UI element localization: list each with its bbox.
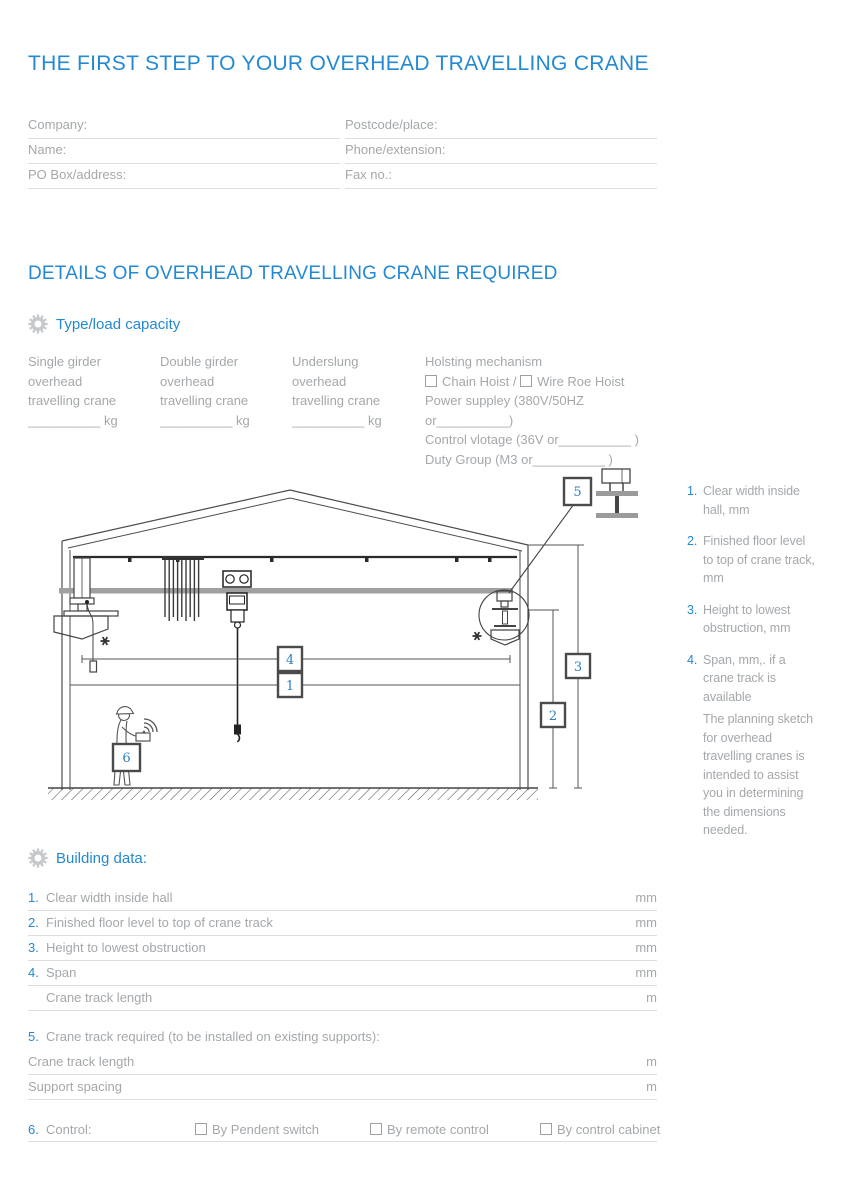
- capacity-unit: kg: [367, 412, 382, 428]
- crane-track-heading: [28, 1029, 380, 1044]
- name-row: [28, 139, 340, 164]
- gear-icon: [28, 314, 48, 334]
- row-unit: mm: [635, 915, 657, 930]
- remote-control-option: [370, 1121, 489, 1139]
- row-number: 4.: [28, 965, 39, 980]
- dimension-lines: [70, 545, 584, 788]
- table-row: [28, 1050, 657, 1075]
- table-row: [28, 911, 657, 936]
- row-unit: m: [646, 1079, 657, 1094]
- legend-num: 2.: [687, 534, 698, 548]
- postcode-row: [345, 114, 657, 139]
- company-label: Company:: [28, 117, 88, 132]
- fax-row: [345, 164, 657, 189]
- crane-type-line: Double girder: [160, 354, 239, 369]
- row-number: 2.: [28, 915, 39, 930]
- company-input-line[interactable]: [87, 114, 340, 138]
- wire-rope-hoist-label: Wire Roe Hoist: [537, 373, 625, 389]
- detail-leader-line: [509, 504, 574, 593]
- chain-hoist-label: Chain Hoist: [442, 373, 510, 389]
- callout-4: 4: [285, 653, 295, 668]
- building-data-label: Building data:: [56, 849, 147, 867]
- control-voltage-line: Control vlotage (36V or__________ ): [425, 432, 639, 447]
- hoist-separator: /: [512, 373, 517, 389]
- section-label: Control:: [46, 1122, 92, 1137]
- phone-input-line[interactable]: [445, 139, 657, 163]
- row-input-line[interactable]: [76, 961, 635, 985]
- pendant-switch-option: [195, 1121, 319, 1139]
- page-title: THE FIRST STEP TO YOUR OVERHEAD TRAVELLING CRANE: [28, 52, 649, 75]
- row-unit: m: [646, 1054, 657, 1069]
- crane-girder: [59, 588, 513, 594]
- double-girder-column: [160, 352, 285, 430]
- planning-sketch-note: The planning sketch for overhead travelling cranes is intended to assist you in determining the dimensions needed.: [703, 712, 813, 837]
- legend-num: 3.: [687, 602, 698, 617]
- hoist-trolley: [223, 571, 251, 742]
- capacity-unit: kg: [235, 412, 250, 428]
- row-label: Support spacing: [28, 1079, 122, 1094]
- type-load-heading: [28, 313, 180, 335]
- crane-type-line: travelling crane: [160, 393, 249, 408]
- company-row: [28, 114, 340, 139]
- crane-runway: [73, 557, 517, 562]
- contact-right-column: [345, 114, 657, 189]
- capacity-blank-field[interactable]: __________: [160, 412, 233, 428]
- row-label: Crane track length: [46, 990, 153, 1005]
- chain-hoist-checkbox[interactable]: [425, 375, 437, 387]
- row-input-line[interactable]: [134, 1050, 646, 1074]
- phone-label: Phone/extension:: [345, 142, 446, 157]
- diagram-legend: [687, 482, 817, 840]
- legend-text: Finished floor level to top of crane track, mm: [703, 534, 815, 585]
- control-heading: [28, 1121, 92, 1139]
- address-label: PO Box/address:: [28, 167, 127, 182]
- hoist-type-options: [425, 372, 660, 392]
- floor-hatch: [48, 788, 538, 800]
- control-cabinet-option: [540, 1121, 660, 1139]
- row-input-line[interactable]: [172, 886, 635, 910]
- duty-group-line: Duty Group (M3 or__________ ): [425, 451, 613, 467]
- building-data-heading: [28, 847, 147, 869]
- callout-6: 6: [122, 751, 131, 766]
- section-number: 5.: [28, 1029, 39, 1044]
- row-label: Crane track length: [28, 1054, 135, 1069]
- contact-form: [28, 114, 657, 190]
- underslung-column: [292, 352, 417, 430]
- postcode-label: Postcode/place:: [345, 117, 438, 132]
- legend-text: Clear width inside hall, mm: [703, 484, 800, 517]
- row-number: 3.: [28, 940, 39, 955]
- section-number: 6.: [28, 1122, 39, 1137]
- runway-support-left: [54, 558, 118, 672]
- capacity-unit: kg: [103, 412, 118, 428]
- power-feed-symbol: [101, 632, 482, 645]
- legend-item-1: [687, 482, 817, 519]
- control-section: [28, 1121, 661, 1142]
- crane-type-line: travelling crane: [292, 393, 381, 408]
- wire-rope-hoist-checkbox[interactable]: [520, 375, 532, 387]
- capacity-blank-field[interactable]: __________: [292, 412, 365, 428]
- gear-icon: [28, 848, 48, 868]
- row-input-line[interactable]: [273, 911, 635, 935]
- legend-item-3: [687, 601, 817, 638]
- crane-type-line: overhead: [28, 373, 83, 389]
- crane-track-detail: [596, 469, 638, 518]
- type-load-label: Type/load capacity: [56, 315, 181, 333]
- hoisting-title: Holsting mechanism: [425, 354, 543, 369]
- callout-1: 1: [285, 679, 295, 694]
- address-input-line[interactable]: [126, 164, 340, 188]
- name-input-line[interactable]: [66, 139, 340, 163]
- row-label: Finished floor level to top of crane track: [46, 915, 273, 930]
- row-label: Span: [46, 965, 77, 980]
- remote-control-checkbox[interactable]: [370, 1123, 382, 1135]
- postcode-input-line[interactable]: [438, 114, 657, 138]
- crane-type-line: Single girder: [28, 354, 101, 369]
- row-label: Clear width inside hall: [46, 890, 173, 905]
- fax-label: Fax no.:: [345, 167, 392, 182]
- crane-type-line: Underslung: [292, 354, 359, 369]
- capacity-blank-field[interactable]: __________: [28, 412, 101, 428]
- crane-type-line: overhead: [160, 373, 215, 389]
- details-heading: DETAILS OF OVERHEAD TRAVELLING CRANE REQUIRED: [28, 263, 558, 284]
- table-row: [28, 1075, 657, 1100]
- legend-text: Height to lowest obstruction, mm: [703, 602, 791, 635]
- row-number: [28, 986, 46, 1010]
- legend-num: 4.: [687, 652, 698, 667]
- row-input-line[interactable]: [206, 936, 636, 960]
- table-row: [28, 986, 657, 1011]
- row-unit: mm: [635, 965, 657, 980]
- building-data-rows: [28, 886, 657, 1011]
- single-girder-column: [28, 352, 153, 430]
- crane-planning-sketch: [30, 455, 690, 815]
- row-input-line[interactable]: [152, 986, 646, 1010]
- crane-type-columns: [0, 352, 850, 467]
- power-supply-line: Power suppley (380V/50HZ or__________): [425, 393, 584, 428]
- table-row: [28, 961, 657, 986]
- row-number: 1.: [28, 890, 39, 905]
- row-label: Height to lowest obstruction: [46, 940, 206, 955]
- option-label: By control cabinet: [557, 1122, 661, 1137]
- legend-text: Span, mm,. if a crane track is available: [703, 652, 786, 704]
- row-input-line[interactable]: [122, 1075, 646, 1099]
- callout-3: 3: [573, 660, 583, 675]
- legend-item-2: [687, 532, 817, 588]
- name-label: Name:: [28, 142, 67, 157]
- row-unit: m: [646, 990, 657, 1005]
- runway-support-right: [482, 591, 519, 645]
- callout-2: 2: [548, 709, 558, 724]
- crane-type-line: travelling crane: [28, 393, 117, 408]
- legend-num: 1.: [687, 484, 698, 498]
- pendant-switch-checkbox[interactable]: [195, 1123, 207, 1135]
- phone-row: [345, 139, 657, 164]
- table-row: [28, 886, 657, 911]
- crane-type-line: overhead: [292, 373, 347, 389]
- section-label: Crane track required (to be installed on existing supports):: [46, 1029, 380, 1044]
- option-label: By remote control: [387, 1122, 489, 1137]
- hoisting-mechanism-column: [425, 352, 660, 469]
- row-unit: mm: [635, 890, 657, 905]
- address-row: [28, 164, 340, 189]
- table-row: [28, 936, 657, 961]
- contact-left-column: [28, 114, 340, 189]
- option-label: By Pendent switch: [212, 1122, 319, 1137]
- callout-5: 5: [573, 485, 582, 500]
- fax-input-line[interactable]: [392, 164, 657, 188]
- control-cabinet-checkbox[interactable]: [540, 1123, 552, 1135]
- legend-item-4: [687, 651, 817, 707]
- crane-track-rows: [28, 1050, 657, 1100]
- row-unit: mm: [635, 940, 657, 955]
- detail-circle: [479, 590, 529, 640]
